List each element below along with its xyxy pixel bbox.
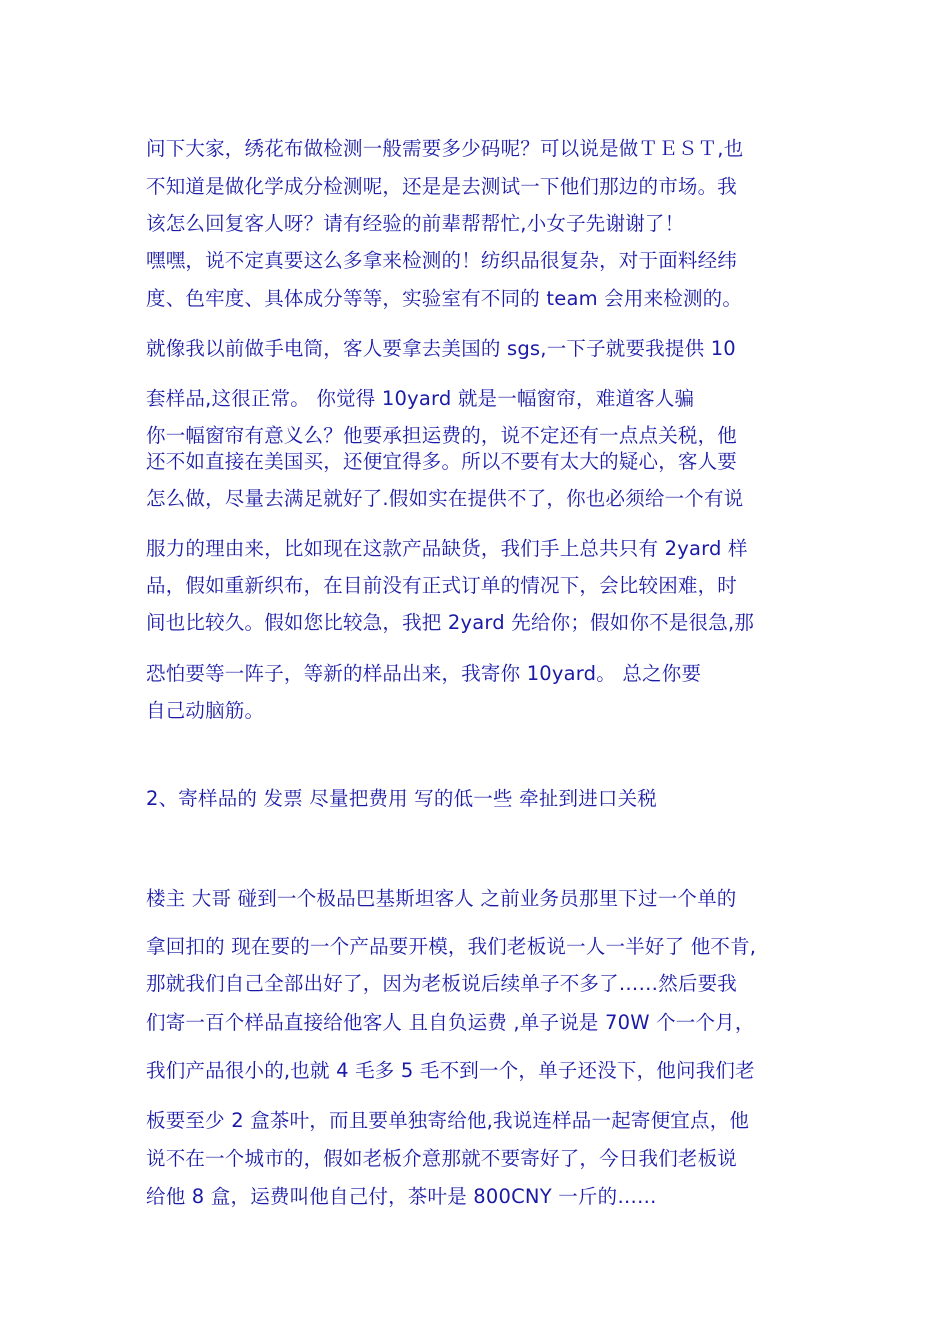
text-line: 我们产品很小的,也就 4 毛多 5 毛不到一个，单子还没下，他问我们老 bbox=[146, 1059, 755, 1082]
section-heading: 2、寄样品的 发票 尽量把费用 写的低一些 牵扯到进口关税 bbox=[146, 787, 658, 810]
text-line: 该怎么回复客人呀？请有经验的前辈帮帮忙,小女子先谢谢了！ bbox=[146, 212, 685, 235]
text-line: 你一幅窗帘有意义么？他要承担运费的，说不定还有一点点关税，他 bbox=[146, 424, 738, 447]
text-line: 怎么做，尽量去满足就好了.假如实在提供不了，你也必须给一个有说 bbox=[146, 487, 744, 510]
text-line: 品，假如重新织布，在目前没有正式订单的情况下，会比较困难，时 bbox=[146, 574, 738, 597]
text-line: 那就我们自己全部出好了，因为老板说后续单子不多了……然后要我 bbox=[146, 972, 738, 995]
text-line: 度、色牢度、具体成分等等，实验室有不同的 team 会用来检测的。 bbox=[146, 287, 743, 310]
text-line: 给他 8 盒，运费叫他自己付，茶叶是 800CNY 一斤的…… bbox=[146, 1185, 657, 1208]
text-line: 恐怕要等一阵子，等新的样品出来，我寄你 10yard。 总之你要 bbox=[146, 662, 702, 685]
text-line: 嘿嘿，说不定真要这么多拿来检测的！纺织品很复杂，对于面料经纬 bbox=[146, 249, 738, 272]
text-line: 自己动脑筋。 bbox=[146, 699, 265, 722]
text-line: 还不如直接在美国买，还便宜得多。所以不要有太大的疑心，客人要 bbox=[146, 450, 738, 473]
text-line: 问下大家，绣花布做检测一般需要多少码呢？可以说是做ＴＥＳＴ,也 bbox=[146, 137, 744, 160]
text-line: 们寄一百个样品直接给他客人 且自负运费 ,单子说是 70W 个一个月， bbox=[146, 1011, 755, 1034]
text-line: 间也比较久。假如您比较急，我把 2yard 先给你；假如你不是很急,那 bbox=[146, 611, 755, 634]
text-line: 套样品,这很正常。 你觉得 10yard 就是一幅窗帘，难道客人骗 bbox=[146, 387, 695, 410]
text-line: 就像我以前做手电筒，客人要拿去美国的 sgs,一下子就要我提供 10 bbox=[146, 337, 736, 360]
text-line: 服力的理由来，比如现在这款产品缺货，我们手上总共只有 2yard 样 bbox=[146, 537, 748, 560]
text-line: 板要至少 2 盒茶叶，而且要单独寄给他,我说连样品一起寄便宜点，他 bbox=[146, 1109, 750, 1132]
text-line: 说不在一个城市的，假如老板介意那就不要寄好了，今日我们老板说 bbox=[146, 1147, 738, 1170]
text-line: 楼主 大哥 碰到一个极品巴基斯坦客人 之前业务员那里下过一个单的 bbox=[146, 887, 737, 910]
text-line: 不知道是做化学成分检测呢，还是是去测试一下他们那边的市场。我 bbox=[146, 175, 738, 198]
text-line: 拿回扣的 现在要的一个产品要开模，我们老板说一人一半好了 他不肯, bbox=[146, 935, 757, 958]
